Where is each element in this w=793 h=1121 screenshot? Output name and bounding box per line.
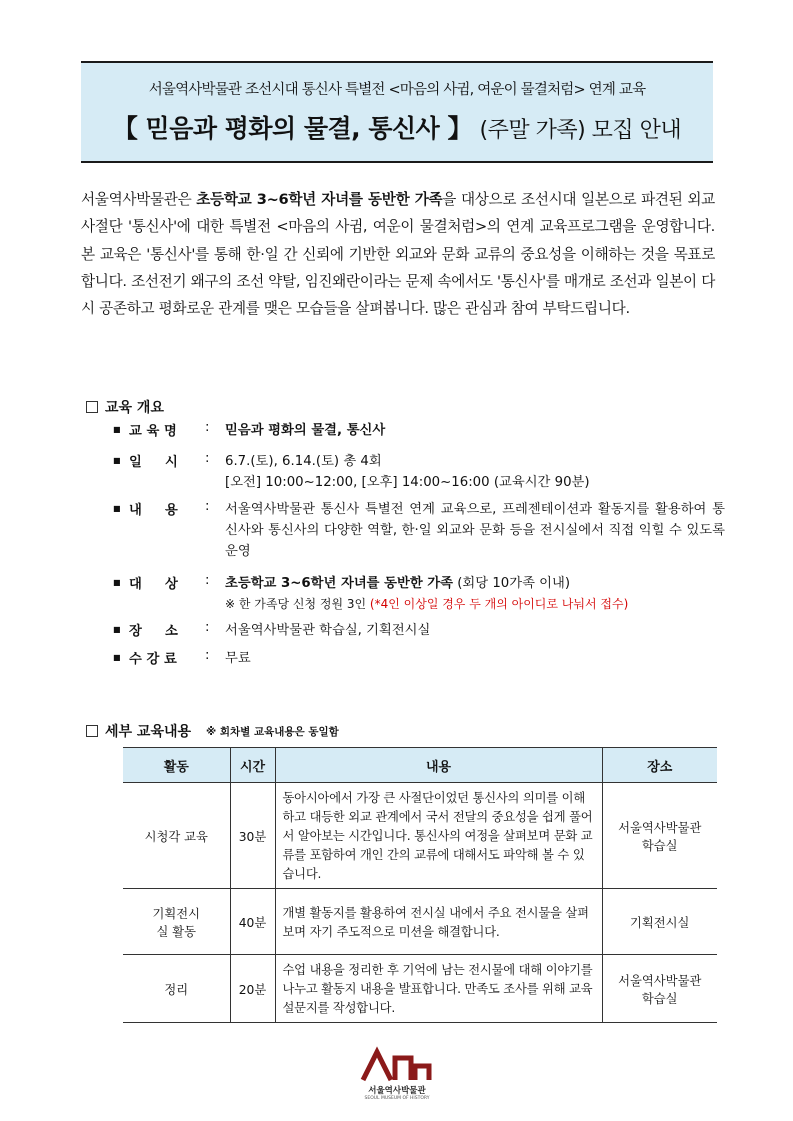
row-value: 서울역사박물관 학습실, 기획전시실 bbox=[225, 623, 431, 638]
museum-logo bbox=[357, 1046, 437, 1104]
checkbox-square-icon bbox=[86, 401, 98, 413]
target-bold: 초등학교 3~6학년 자녀를 동반한 가족 bbox=[225, 576, 453, 591]
time-cell: 30분 bbox=[230, 783, 275, 889]
intro-part1: 서울역사박물관은 bbox=[81, 191, 197, 208]
overview-row-target: ■ 대 상 : 초등학교 3~6학년 자녀를 동반한 가족 (회당 10가족 이내) ※ 한 가족당 신청 정원 3인 (*4인 이상일 경우 두 개의 아이디로 나눠서 접수) bbox=[113, 573, 725, 615]
detail-heading bbox=[86, 721, 339, 741]
column-header: 활동 bbox=[123, 748, 230, 783]
place-cell: 기획전시실 bbox=[602, 889, 717, 955]
logo-english: SEOUL MUSEUM OF HISTORY bbox=[364, 1096, 430, 1101]
column-header: 내용 bbox=[275, 748, 602, 783]
overview-row-name: ■ 교 육 명 : 믿음과 평화의 물결, 통신사 bbox=[113, 420, 725, 441]
table-header-row bbox=[123, 748, 717, 783]
place-cell: 서울역사박물관 학습실 bbox=[602, 955, 717, 1023]
title-main: 믿음과 평화의 물결, 통신사 bbox=[145, 114, 440, 143]
row-value bbox=[225, 451, 725, 493]
detail-table bbox=[123, 747, 717, 1023]
table-row bbox=[123, 889, 717, 955]
target-note-red: (*4인 이상일 경우 두 개의 아이디로 나눠서 접수) bbox=[369, 597, 629, 611]
content-cell: 수업 내용을 정리한 후 기억에 남는 전시물에 대해 이야기를 나누고 활동지 내용을 발표합니다. 만족도 조사를 위해 교육설문지를 작성합니다. bbox=[275, 955, 602, 1023]
table-row bbox=[123, 955, 717, 1023]
date-line1: 6.7.(토), 6.14.(토) 총 4회 bbox=[225, 454, 382, 469]
row-label: 수 강 료 bbox=[129, 652, 177, 667]
title-suffix: (주말 가족) 모집 안내 bbox=[479, 118, 682, 143]
content-cell: 개별 활동지를 활용하여 전시실 내에서 주요 전시물을 살펴보며 자기 주도적으로 미션을 해결합니다. bbox=[275, 889, 602, 955]
logo-name: 서울역사박물관 bbox=[368, 1086, 426, 1096]
intro-bold: 초등학교 3~6학년 자녀를 동반한 가족 bbox=[196, 191, 443, 208]
row-value: 무료 bbox=[225, 651, 251, 666]
bullet-icon: ■ bbox=[113, 456, 121, 465]
row-label: 내 용 bbox=[129, 503, 178, 518]
title-bracket-close: 】 bbox=[439, 114, 473, 143]
bullet-icon: ■ bbox=[113, 425, 121, 434]
overview-heading-text: 교육 개요 bbox=[105, 400, 164, 416]
row-value: 서울역사박물관 통신사 특별전 연계 교육으로, 프레젠테이션과 활동지를 활용하여 통신사와 통신사의 다양한 역할, 한·일 외교와 문화 등을 전시실에서 직접 익힐 수 있도록 운영 bbox=[225, 502, 725, 559]
overview-row-fee: ■ 수 강 료 : 무료 bbox=[113, 648, 725, 669]
detail-note: ※ 회차별 교육내용은 동일함 bbox=[206, 725, 339, 738]
column-header: 시간 bbox=[230, 748, 275, 783]
row-label: 장 소 bbox=[129, 624, 178, 639]
row-label: 대 상 bbox=[129, 577, 178, 592]
content-cell: 동아시아에서 가장 큰 사절단이었던 통신사의 의미를 이해하고 대등한 외교 관계에서 국서 전달의 중요성을 쉽게 풀어서 알아보는 시간입니다. 통신사의 여정을 살펴보며 문화 교류를 포함하여 개인 간의 교류에 대해서도 파악해 볼 수 있습니다. bbox=[275, 783, 602, 889]
overview-row-date: ■ 일 시 : 6.7.(토), 6.14.(토) 총 4회 [오전] 10:00~12:00, [오후] 14:00~16:00 (교육시간 90분) bbox=[113, 451, 725, 493]
date-line2: [오전] 10:00~12:00, [오후] 14:00~16:00 (교육시간 90분) bbox=[225, 475, 590, 490]
target-suffix: (회당 10가족 이내) bbox=[453, 576, 571, 591]
row-label: 일 시 bbox=[129, 455, 178, 470]
bullet-icon: ■ bbox=[113, 504, 121, 513]
intro-paragraph bbox=[81, 186, 715, 322]
banner-title bbox=[81, 109, 713, 145]
overview-heading bbox=[86, 397, 164, 417]
row-value bbox=[225, 573, 725, 615]
activity-cell: 기획전시실 활동 bbox=[123, 889, 230, 955]
museum-logo-icon bbox=[357, 1046, 437, 1082]
overview-row-place: ■ 장 소 : 서울역사박물관 학습실, 기획전시실 bbox=[113, 620, 725, 641]
bullet-icon: ■ bbox=[113, 578, 121, 587]
checkbox-square-icon bbox=[86, 725, 98, 737]
table-row bbox=[123, 783, 717, 889]
bullet-icon: ■ bbox=[113, 653, 121, 662]
time-cell: 20분 bbox=[230, 955, 275, 1023]
time-cell: 40분 bbox=[230, 889, 275, 955]
activity-cell: 정리 bbox=[123, 955, 230, 1023]
target-note: ※ 한 가족당 신청 정원 3인 bbox=[225, 597, 370, 611]
overview-row-content: ■ 내 용 : 서울역사박물관 통신사 특별전 연계 교육으로, 프레젠테이션과 활동지를 활용하여 통신사와 통신사의 다양한 역할, 한·일 외교와 문화 등을 전시실에서 직접 익힐 수 있도록 운영 bbox=[113, 499, 725, 562]
row-value: 믿음과 평화의 물결, 통신사 bbox=[225, 423, 386, 438]
row-label: 교 육 명 bbox=[129, 424, 177, 439]
banner-subtitle: 서울역사박물관 조선시대 통신사 특별전 <마음의 사귐, 여운이 물결처럼> 연계 교육 bbox=[148, 82, 646, 98]
detail-heading-text: 세부 교육내용 bbox=[105, 724, 192, 740]
title-banner bbox=[81, 61, 713, 163]
place-cell: 서울역사박물관 학습실 bbox=[602, 783, 717, 889]
bullet-icon: ■ bbox=[113, 625, 121, 634]
column-header: 장소 bbox=[602, 748, 717, 783]
activity-cell: 시청각 교육 bbox=[123, 783, 230, 889]
intro-part2: 을 대상으로 조선시대 일본으로 파견된 외교 사절단 '통신사'에 대한 특별전 <마음의 사귐, 여운이 물결처럼>의 연계 교육프로그램을 운영합니다. 본 교육은 '통신사'를 통해 한·일 간 신뢰에 기반한 외교와 문화 교류의 중요성을 이해하는 것을 목표로 합니다. 조선전기 왜구의 조선 약탈, 임진왜란이라는 문제 속에서도 '통신사'를 매개로 조선과 일본이 다시 공존하고 평화로운 관계를 맺은 모습들을 살펴봅니다. 많은 관심과 참여 부탁드립니다. bbox=[81, 191, 715, 318]
title-bracket-open: 【 bbox=[112, 114, 146, 143]
